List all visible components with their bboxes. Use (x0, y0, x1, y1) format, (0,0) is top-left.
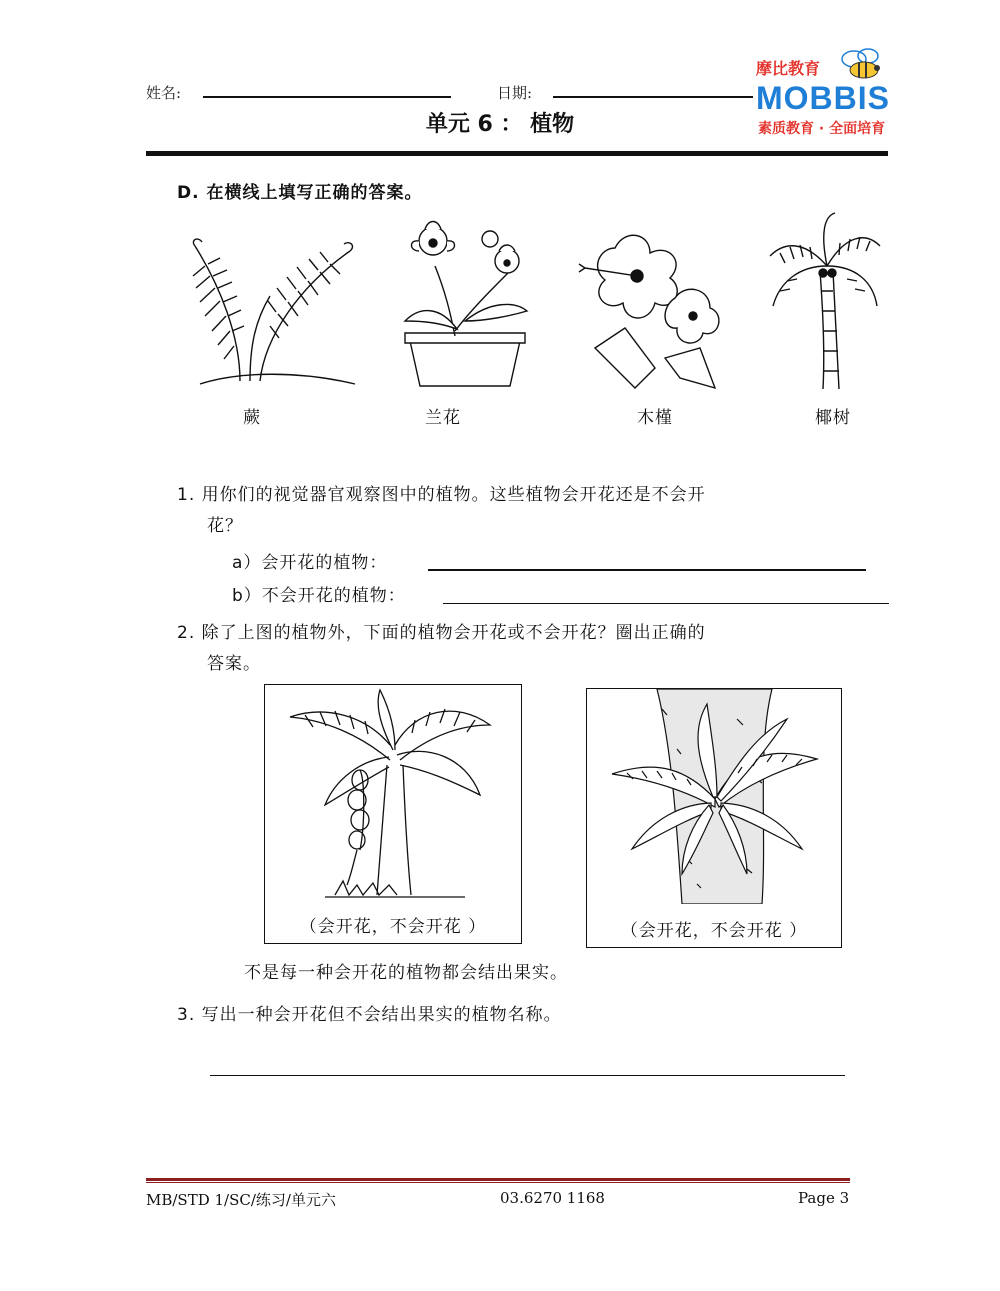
q2-text-line2: 答案。 (207, 654, 261, 674)
footer-phone: 03.6270 1168 (500, 1189, 605, 1207)
page-title: 单元 6 ： 植物 (425, 112, 575, 137)
footer-rule-thin (146, 1182, 850, 1183)
q1a-answer-line[interactable] (428, 569, 866, 571)
plant-label-orchid: 兰花 (425, 408, 461, 428)
name-field[interactable] (203, 96, 451, 98)
q1-text-line2: 花？ (207, 516, 243, 536)
footer-rule (146, 1178, 850, 1181)
plant-label-hibiscus: 木槿 (637, 408, 673, 428)
hibiscus-illustration (565, 228, 730, 393)
plant-label-fern: 蕨 (243, 408, 261, 428)
orchid-illustration (395, 211, 535, 391)
q1a-label: a）会开花的植物： (232, 553, 388, 573)
logo-slogan: 素质教育 · 全面培育 (758, 121, 886, 137)
fern-icon (180, 226, 370, 391)
plant-label-coconut: 椰树 (815, 408, 851, 428)
q1b-label: b）不会开花的植物： (232, 586, 406, 606)
box2-caption[interactable]: （会开花，不会开花 ） (620, 921, 808, 941)
box1-caption[interactable]: （会开花，不会开花 ） (299, 917, 487, 937)
logo-cn-name: 摩比教育 (756, 59, 821, 78)
date-label: 日期: (497, 84, 533, 102)
name-label: 姓名: (146, 84, 182, 102)
q1b-answer-line[interactable] (443, 603, 889, 604)
q2-text-line1: 2. 除了上图的植物外，下面的植物会开花或不会开花？圈出正确的 (177, 623, 706, 643)
date-field[interactable] (553, 96, 753, 98)
birds-nest-fern-box (586, 688, 842, 948)
hibiscus-icon (565, 228, 730, 393)
banana-tree-box (264, 684, 522, 944)
footer-page: Page 3 (798, 1189, 850, 1207)
section-heading: D. 在横线上填写正确的答案。 (177, 183, 423, 203)
q3-answer-line[interactable] (210, 1075, 845, 1076)
coconut-tree-icon (765, 211, 885, 391)
q3-text: 3. 写出一种会开花但不会结出果实的植物名称。 (177, 1005, 562, 1025)
title-rule (146, 151, 888, 156)
coconut-tree-illustration (765, 211, 885, 391)
birds-nest-fern-icon (587, 689, 841, 904)
logo-en-name: MOBBIS (756, 80, 890, 116)
banana-tree-icon (265, 685, 521, 900)
footer-left: MB/STD 1/SC/练习/单元六 (146, 1191, 336, 1209)
fern-illustration (180, 226, 370, 391)
q1-text-line1: 1. 用你们的视觉器官观察图中的植物。这些植物会开花还是不会开 (177, 485, 706, 505)
note-text: 不是每一种会开花的植物都会结出果实。 (244, 963, 568, 983)
orchid-icon (395, 211, 535, 391)
